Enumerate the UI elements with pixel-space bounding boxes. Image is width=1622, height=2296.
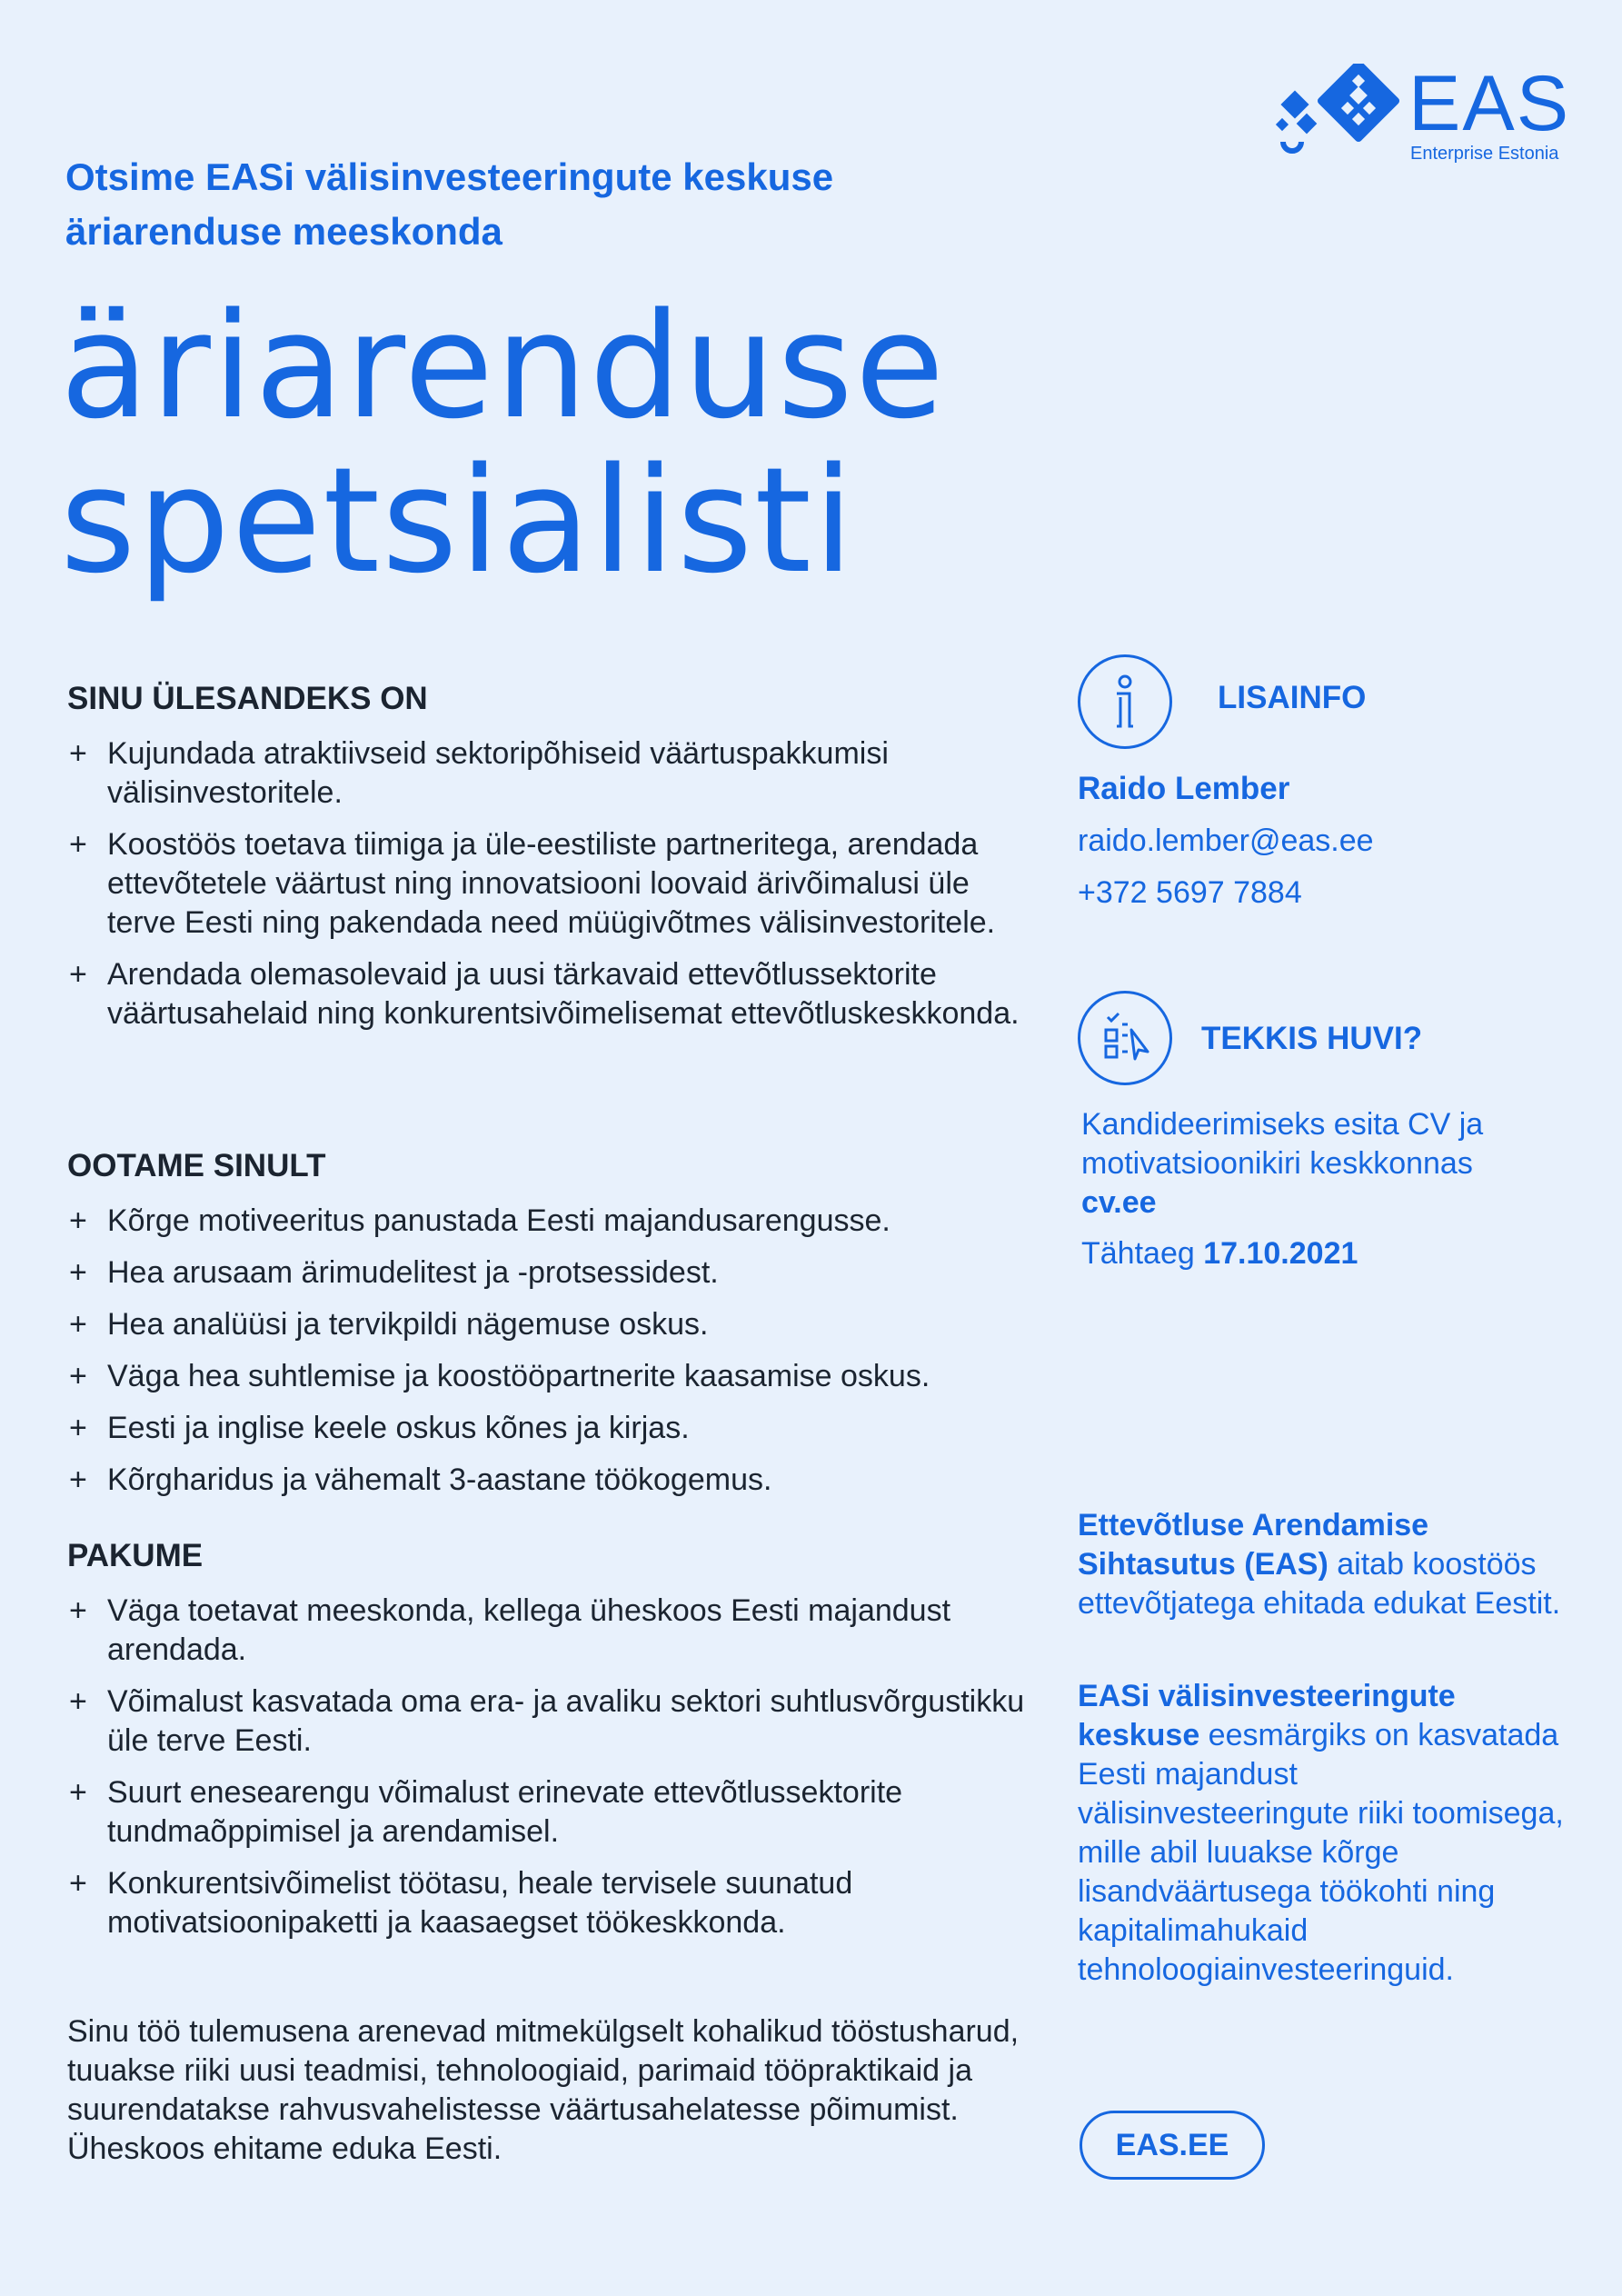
- list-item: [67, 1592, 1030, 1670]
- job-title-line-1: äriarenduse: [60, 281, 947, 451]
- plus-icon: +: [69, 736, 87, 771]
- expect-title: OOTAME SINULT: [67, 1148, 326, 1183]
- list-item: [67, 955, 1030, 1033]
- logo-wordmark: EAS: [1408, 60, 1571, 147]
- list-item: [67, 1202, 1030, 1241]
- eas-ornament-icon: [1272, 64, 1399, 164]
- center-mission-text: eesmärgiks on kasvatada Eesti majandust välisinvesteeringute riiki toomisega, mille abil luuakse kõrge lisandväärtusega töökohti ning kapitalimahukaid tehnoloogiainvesteeringuid.: [1078, 1718, 1564, 1987]
- apply-title: TEKKIS HUVI?: [1201, 1021, 1423, 1056]
- list-item: [67, 1357, 1030, 1396]
- eas-about-text: aitab koostöös ettevõtjatega ehitada edukat Eestit.: [1078, 1547, 1561, 1621]
- tasks-section: [67, 680, 1030, 1046]
- tasks-list: [67, 734, 1030, 1033]
- plus-icon: +: [69, 1684, 87, 1719]
- eas-logo: [1272, 60, 1572, 164]
- list-item: [67, 825, 1030, 943]
- info-icon: [1078, 654, 1172, 749]
- list-item-text: Hea analüüsi ja tervikpildi nägemuse oskus.: [107, 1307, 709, 1342]
- lisainfo-title: LISAINFO: [1218, 680, 1367, 715]
- tasks-title: SINU ÜLESANDEKS ON: [67, 681, 428, 716]
- deadline-date: 17.10.2021: [1203, 1236, 1358, 1271]
- list-item: [67, 1253, 1030, 1293]
- plus-icon: +: [69, 1775, 87, 1810]
- contact-phone-link[interactable]: +372 5697 7884: [1078, 875, 1302, 910]
- plus-icon: +: [69, 1203, 87, 1238]
- plus-icon: +: [69, 957, 87, 992]
- list-item-text: Hea arusaam ärimudelitest ja -protsessidest.: [107, 1255, 719, 1290]
- checklist-cursor-icon: [1078, 991, 1172, 1085]
- list-item-text: Suurt enesearengu võimalust erinevate ettevõtlussektorite tundmaõppimisel ja arendamisel.: [107, 1775, 903, 1849]
- list-item-text: Kõrgharidus ja vähemalt 3-aastane töökogemus.: [107, 1462, 772, 1497]
- list-item: [67, 1864, 1030, 1942]
- job-title: [60, 281, 1105, 605]
- list-item-text: Eesti ja inglise keele oskus kõnes ja kirjas.: [107, 1411, 690, 1445]
- list-item-text: Koostöös toetava tiimiga ja üle-eestiliste partneritega, arendada ettevõtetele väärtust ning innovatsiooni loovaid ärivõimalusi üle terve Eesti ning pakendada need müügivõtmes välisinvestoritele.: [107, 827, 996, 940]
- offer-section: [67, 1537, 1030, 1955]
- plus-icon: +: [69, 1462, 87, 1497]
- list-item-text: Konkurentsivõimelist töötasu, heale tervisele suunatud motivatsioonipaketti ja kaasaegset töökeskkonda.: [107, 1866, 853, 1940]
- deadline-label: Tähtaeg: [1081, 1236, 1204, 1271]
- apply-instructions: [1081, 1105, 1499, 1223]
- list-item: [67, 1682, 1030, 1761]
- list-item: [67, 1773, 1030, 1852]
- list-item-text: Kujundada atraktiivseid sektoripõhiseid väärtuspakkumisi välisinvestoritele.: [107, 736, 889, 810]
- contact-name: Raido Lember: [1078, 771, 1290, 806]
- apply-text: Kandideerimiseks esita CV ja motivatsioonikiri keskkonnas: [1081, 1107, 1484, 1181]
- expect-list: [67, 1202, 1030, 1500]
- list-item-text: Väga toetavat meeskonda, kellega üheskoos Eesti majandust arendada.: [107, 1593, 951, 1667]
- eas-website-button[interactable]: EAS.EE: [1080, 2111, 1265, 2180]
- list-item: [67, 734, 1030, 813]
- deadline: [1081, 1236, 1358, 1272]
- plus-icon: +: [69, 1866, 87, 1901]
- plus-icon: +: [69, 1307, 87, 1342]
- center-mission: [1078, 1677, 1568, 1990]
- list-item: [67, 1305, 1030, 1344]
- list-item-text: Võimalust kasvatada oma era- ja avaliku sektori suhtlusvõrgustikku üle terve Eesti.: [107, 1684, 1025, 1758]
- plus-icon: +: [69, 1255, 87, 1290]
- list-item-text: Kõrge motiveeritus panustada Eesti majandusarengusse.: [107, 1203, 891, 1238]
- eas-about: [1078, 1506, 1568, 1623]
- job-title-line-2: spetsialisti: [60, 435, 856, 605]
- list-item-text: Arendada olemasolevaid ja uusi tärkavaid ettevõtlussektorite väärtusahelaid ning konkurentsivõimelisemat ettevõtluskeskkonda.: [107, 957, 1020, 1031]
- intro-heading: Otsime EASi välisinvesteeringute keskuse äriarenduse meeskonda: [65, 155, 834, 253]
- plus-icon: +: [69, 827, 87, 862]
- offer-title: PAKUME: [67, 1538, 204, 1573]
- cv-ee-link[interactable]: cv.ee: [1081, 1185, 1157, 1220]
- logo-subtitle: Enterprise Estonia: [1410, 144, 1559, 164]
- expect-section: [67, 1147, 1030, 1512]
- plus-icon: +: [69, 1359, 87, 1393]
- center-name: EASi välisinvesteeringute keskuse: [1078, 1679, 1456, 1752]
- eas-name: Ettevõtluse Arendamise Sihtasutus (EAS): [1078, 1508, 1429, 1582]
- list-item: [67, 1409, 1030, 1448]
- list-item-text: Väga hea suhtlemise ja koostööpartnerite kaasamise oskus.: [107, 1359, 930, 1393]
- list-item: [67, 1461, 1030, 1500]
- closing-paragraph: Sinu töö tulemusena arenevad mitmekülgselt kohalikud tööstusharud, tuuakse riiki uusi teadmisi, tehnoloogiaid, parimaid tööpraktikaid ja suurendatakse rahvusvahelistesse väärtusahelatesse põimumist. Üheskoos ehitame eduka Eesti.: [67, 2014, 1020, 2166]
- offer-list: [67, 1592, 1030, 1942]
- plus-icon: +: [69, 1411, 87, 1445]
- plus-icon: +: [69, 1593, 87, 1628]
- contact-email-link[interactable]: raido.lember@eas.ee: [1078, 824, 1374, 858]
